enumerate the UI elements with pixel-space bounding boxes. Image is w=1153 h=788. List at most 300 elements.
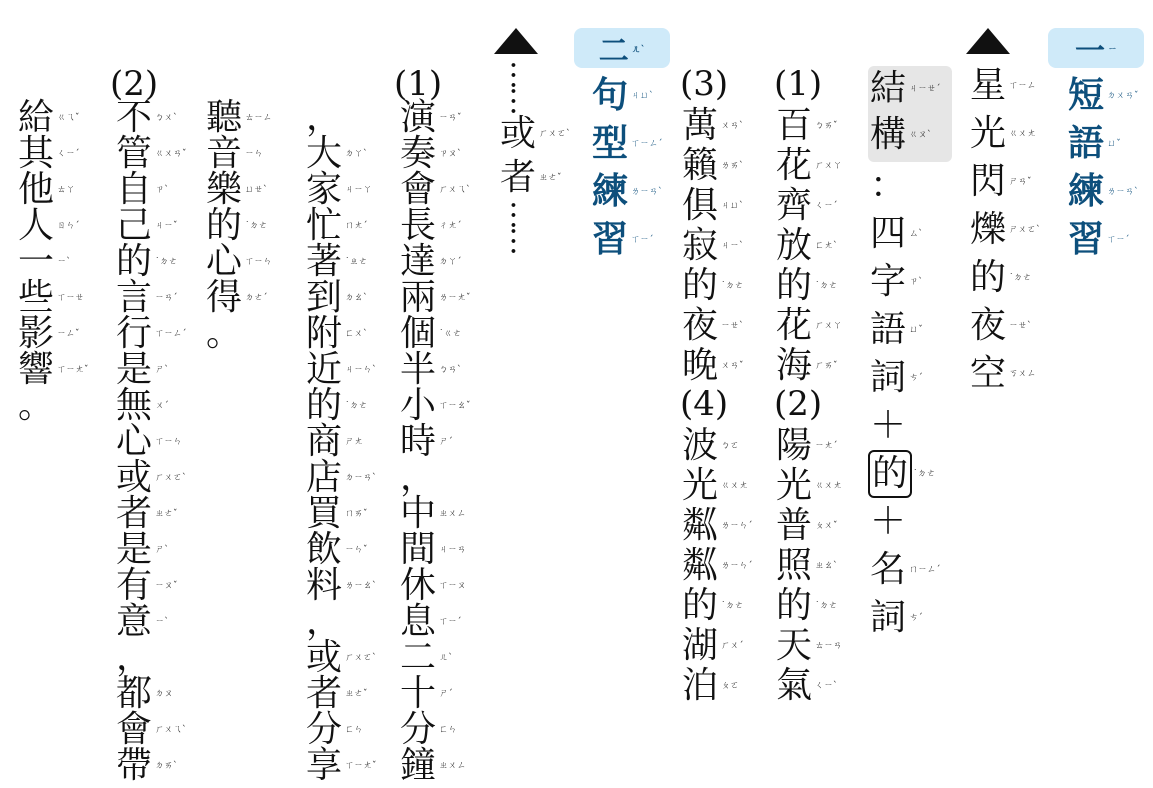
- item-1-number: (1): [774, 64, 823, 104]
- character: 或: [115, 457, 152, 498]
- zhuyin: ㄘˊ: [909, 373, 923, 383]
- character: 。: [17, 385, 54, 426]
- char-cell: [304, 637, 377, 678]
- zhuyin: ㄒㄧㄥˊ: [155, 329, 187, 339]
- zhuyin: ㄒㄧㄣ: [155, 437, 183, 447]
- zhuyin: ㄉㄚˋ: [345, 149, 368, 159]
- character: 十: [399, 673, 436, 714]
- character: 句: [591, 75, 628, 116]
- pattern-dots-1: ……: [504, 60, 539, 112]
- zhuyin: ㄔㄤˊ: [439, 221, 462, 231]
- char-cell: [774, 105, 838, 146]
- character: 買: [305, 493, 342, 534]
- character: 普: [775, 505, 812, 546]
- zhuyin: ㄒㄧㄥˊ: [631, 139, 663, 149]
- example-1-number: (1): [394, 64, 443, 104]
- zhuyin: ㄌㄧㄣˊ: [721, 561, 753, 571]
- character: 光: [775, 465, 812, 506]
- character: 大: [305, 133, 342, 174]
- zhuyin: ㄧㄣ: [245, 149, 264, 159]
- char-cell: [114, 493, 178, 534]
- character: 型: [591, 123, 628, 164]
- zhuyin: ㄑㄧˋ: [815, 681, 838, 691]
- char-cell: [304, 385, 368, 426]
- character: 店: [305, 457, 342, 498]
- character: 樂: [205, 169, 242, 210]
- char-cell: [968, 62, 1037, 110]
- zhuyin: ㄒㄧㄣ: [245, 257, 273, 267]
- character: 己: [115, 205, 152, 246]
- char-cell: [868, 546, 948, 594]
- sentence-pattern: [498, 60, 571, 252]
- character: 無: [115, 385, 152, 426]
- character: 。: [205, 313, 242, 354]
- character: 四: [869, 213, 906, 254]
- zhuyin: ㄏㄨㄟˋ: [439, 185, 471, 195]
- char-cell: [868, 210, 948, 258]
- zhuyin: ㄙˋ: [909, 229, 923, 239]
- character: 音: [205, 133, 242, 174]
- char-cell: [1066, 168, 1139, 216]
- structure-formula: [868, 66, 948, 642]
- char-cell: [16, 133, 80, 174]
- character: 商: [305, 421, 342, 462]
- character: 有: [115, 565, 152, 606]
- zhuyin: ㄕˋ: [155, 365, 169, 375]
- zhuyin: ㄇㄤˊ: [345, 221, 368, 231]
- zhuyin: ㄐㄩˋ: [721, 201, 744, 211]
- zhuyin: ㄧˋ: [57, 257, 71, 267]
- character: 萬: [681, 105, 718, 146]
- char-cell: [398, 241, 462, 282]
- zhuyin: ㄇㄧㄥˊ: [909, 565, 941, 575]
- zhuyin: ㄒㄧㄤˇ: [345, 761, 377, 771]
- zhuyin: ˙ㄉㄜ: [721, 601, 744, 611]
- character: 的: [115, 241, 152, 282]
- char-cell: [590, 120, 663, 168]
- char-cell: [398, 529, 467, 570]
- char-cell: [114, 709, 187, 750]
- character: 個: [399, 313, 436, 354]
- zhuyin: ㄐㄩˋ: [631, 91, 654, 101]
- char-cell: [968, 206, 1041, 254]
- zhuyin: ㄨㄢˇ: [721, 361, 744, 371]
- char-cell: [114, 169, 169, 210]
- zhuyin: ㄓㄨㄥ: [439, 509, 467, 519]
- char-cell: [304, 133, 368, 174]
- zhuyin: ㄏㄨˊ: [721, 641, 744, 651]
- zhuyin: ㄓㄨㄥ: [439, 761, 467, 771]
- character: 附: [305, 313, 342, 354]
- zhuyin: ㄓㄠˋ: [815, 561, 838, 571]
- section-1-item-3: [680, 62, 744, 386]
- zhuyin: ㄒㄧㄠˇ: [439, 401, 471, 411]
- character: 家: [305, 169, 342, 210]
- char-cell: [680, 145, 744, 186]
- char-cell: [114, 745, 178, 786]
- char-cell: [304, 673, 368, 714]
- zhuyin: ㄧㄝˋ: [1009, 321, 1032, 331]
- zhuyin: ㄒㄧㄝ: [57, 293, 85, 303]
- character: 間: [399, 529, 436, 570]
- zhuyin: ㄉㄚˊ: [439, 257, 462, 267]
- zhuyin: ㄐㄧㄣˋ: [345, 365, 377, 375]
- char-cell: [398, 133, 462, 174]
- character: 或: [305, 637, 342, 678]
- zhuyin: ˙ㄍㄜ: [439, 329, 462, 339]
- zhuyin: ㄩㄝˋ: [245, 185, 268, 195]
- section-1-item-4: [680, 382, 753, 706]
- zhuyin: ㄒㄧˊ: [631, 235, 654, 245]
- char-cell: [114, 313, 187, 354]
- pattern-dots-2: ……: [504, 200, 539, 252]
- char-cell: [680, 305, 744, 346]
- section-1-example: [968, 62, 1041, 398]
- character: 帶: [115, 745, 152, 786]
- character: 二: [399, 637, 436, 678]
- char-cell: [968, 302, 1032, 350]
- character: 夜: [969, 305, 1006, 346]
- character: 管: [115, 133, 152, 174]
- section-1-item-2: [774, 382, 843, 706]
- section-2-number-zhuyin: ㄦˋ: [631, 44, 646, 55]
- char-cell: [680, 465, 749, 506]
- zhuyin: ㄅㄛ: [721, 441, 740, 451]
- zhuyin: ㄕˋ: [155, 545, 169, 555]
- char-cell: [398, 673, 453, 714]
- char-cell: [868, 594, 948, 642]
- section-1-title: [1066, 72, 1139, 264]
- character: 籟: [681, 145, 718, 186]
- zhuyin: ㄌㄧㄢˋ: [1107, 187, 1139, 197]
- char-cell: [868, 66, 941, 112]
- zhuyin: ㄌㄧㄣˊ: [721, 521, 753, 531]
- char-cell: [114, 457, 187, 498]
- zhuyin: ㄊㄧㄥ: [245, 113, 273, 123]
- character: 詞: [869, 357, 906, 398]
- zhuyin: ㄏㄨㄛˋ: [345, 653, 377, 663]
- zhuyin: ˙ㄉㄜ: [815, 281, 838, 291]
- zhuyin: ㄧㄥˇ: [57, 329, 80, 339]
- char-cell: [680, 625, 744, 666]
- zhuyin: ㄎㄨㄥ: [1009, 369, 1037, 379]
- zhuyin: ˙ㄉㄜ: [155, 257, 178, 267]
- char-cell: [304, 529, 368, 570]
- example-2-column-1: [114, 97, 187, 786]
- character: 語: [869, 309, 906, 350]
- char-cell: [680, 225, 744, 266]
- zhuyin: ㄨˊ: [155, 401, 169, 411]
- zhuyin: ㄗˋ: [909, 277, 923, 287]
- zhuyin: ㄖㄣˊ: [57, 221, 80, 231]
- character: 人: [17, 205, 54, 246]
- zhuyin: ㄦˋ: [439, 653, 453, 663]
- plus-sign-2: ＋: [869, 501, 906, 542]
- char-cell: [398, 277, 471, 318]
- char-cell: [774, 265, 838, 306]
- zhuyin: ㄒㄧˊ: [439, 617, 462, 627]
- character: 響: [17, 349, 54, 390]
- character: 名: [869, 549, 906, 590]
- char-cell: [680, 665, 740, 706]
- char-cell: [590, 72, 654, 120]
- zhuyin: ㄏㄨㄟˋ: [155, 725, 187, 735]
- character: 行: [115, 313, 152, 354]
- character: 習: [1067, 219, 1104, 260]
- zhuyin: ㄒㄧㄡ: [439, 581, 467, 591]
- character: 星: [969, 65, 1006, 106]
- character: ，: [305, 97, 342, 138]
- zhuyin: ㄑㄧˊ: [57, 149, 80, 159]
- example-2-column-2: [16, 97, 89, 426]
- character: 的: [305, 385, 342, 426]
- char-cell: [304, 601, 359, 642]
- character: 演: [399, 97, 436, 138]
- zhuyin: ㄐㄧㄝˊ: [909, 84, 941, 94]
- character: 的: [681, 585, 718, 626]
- zhuyin: ㄊㄧㄢ: [815, 641, 843, 651]
- example-1-column-1: [398, 97, 471, 786]
- character: ，: [305, 601, 342, 642]
- character: 兩: [399, 277, 436, 318]
- character: 的: [969, 257, 1006, 298]
- item-2-number: (2): [774, 384, 823, 424]
- zhuyin: ㄓㄜˇ: [539, 173, 562, 183]
- character: 半: [399, 349, 436, 390]
- character: 會: [115, 709, 152, 750]
- char-cell: [498, 112, 571, 156]
- character: 粼: [681, 545, 718, 586]
- char-cell: [398, 349, 462, 390]
- character: 的: [205, 205, 242, 246]
- character: 者: [305, 673, 342, 714]
- character: 放: [775, 225, 812, 266]
- character: 短: [1067, 75, 1104, 116]
- char-cell: [204, 205, 268, 246]
- zhuyin: ㄨㄢˋ: [721, 121, 744, 131]
- char-cell: [398, 601, 462, 642]
- de-zhuyin: ˙ㄉㄜ: [913, 469, 936, 479]
- zhuyin: ㄊㄚ: [57, 185, 76, 195]
- zhuyin: ㄓㄜˇ: [345, 689, 368, 699]
- zhuyin: ㄕˊ: [439, 689, 453, 699]
- zhuyin: ㄒㄧˊ: [1107, 235, 1130, 245]
- character: 一: [17, 241, 54, 282]
- zhuyin: ㄗˋ: [155, 185, 169, 195]
- character: 都: [115, 673, 152, 714]
- character: 粼: [681, 505, 718, 546]
- char-cell: [16, 97, 80, 138]
- section-1-badge: [1048, 28, 1144, 68]
- char-cell: [398, 457, 453, 498]
- zhuyin: ㄌㄧㄠˋ: [345, 581, 377, 591]
- char-cell: [680, 185, 744, 226]
- zhuyin: ㄈㄤˋ: [815, 241, 838, 251]
- character: 自: [115, 169, 152, 210]
- zhuyin: ㄌㄧㄢˋ: [631, 187, 663, 197]
- char-cell: [680, 585, 744, 626]
- char-cell: [1066, 120, 1121, 168]
- zhuyin: ㄐㄧㄚ: [345, 185, 373, 195]
- zhuyin: ㄓㄜˇ: [155, 509, 178, 519]
- char-cell: [304, 169, 373, 210]
- zhuyin: ㄈㄨˋ: [345, 329, 368, 339]
- zhuyin: ㄍㄡˋ: [909, 130, 932, 140]
- character: 聽: [205, 97, 242, 138]
- character: 長: [399, 205, 436, 246]
- character: 空: [969, 353, 1006, 394]
- char-cell: [304, 313, 368, 354]
- char-cell: [680, 265, 744, 306]
- zhuyin: ㄈㄣ: [345, 725, 364, 735]
- character: 小: [399, 385, 436, 426]
- char-cell: [398, 637, 453, 678]
- zhuyin: ˙ㄉㄜ: [245, 221, 268, 231]
- zhuyin: ㄏㄞˇ: [815, 361, 838, 371]
- zhuyin: ㄉㄡ: [155, 689, 174, 699]
- triangle-marker-icon: [966, 28, 1010, 54]
- char-cell: [304, 745, 377, 786]
- character: 海: [775, 345, 812, 386]
- section-2-number: 二: [598, 34, 629, 69]
- section-1-number: 一: [1074, 34, 1105, 69]
- character: 息: [399, 601, 436, 642]
- char-cell: [114, 529, 169, 570]
- character: 的: [681, 265, 718, 306]
- char-cell: [204, 133, 264, 174]
- zhuyin: ㄉㄞˋ: [155, 761, 178, 771]
- character: 其: [17, 133, 54, 174]
- char-cell: [680, 545, 753, 586]
- zhuyin: ㄍㄨㄤ: [1009, 129, 1037, 139]
- char-cell: [680, 425, 740, 466]
- structure-label: [868, 66, 952, 162]
- zhuyin: ㄘˊ: [909, 613, 923, 623]
- zhuyin: ㄏㄨㄛˋ: [155, 473, 187, 483]
- character: 飲: [305, 529, 342, 570]
- char-cell: [16, 313, 80, 354]
- zhuyin: ㄧㄢˊ: [155, 293, 178, 303]
- character: 俱: [681, 185, 718, 226]
- zhuyin: ㄅㄨˋ: [155, 113, 178, 123]
- char-cell: [304, 277, 368, 318]
- char-cell: [16, 385, 71, 426]
- character: 會: [399, 169, 436, 210]
- char-cell: [16, 241, 71, 282]
- zhuyin: ㄧㄢˇ: [439, 113, 462, 123]
- character: 是: [115, 349, 152, 390]
- character: 影: [17, 313, 54, 354]
- zhuyin: ㄍㄨㄢˇ: [155, 149, 187, 159]
- section-1-item-1: [774, 62, 843, 386]
- character: 心: [205, 241, 242, 282]
- character: 詞: [869, 597, 906, 638]
- example-1-column-3: [204, 97, 273, 354]
- example-2-number: (2): [110, 64, 159, 104]
- character: 夜: [681, 305, 718, 346]
- zhuyin: ㄏㄨㄚ: [815, 321, 843, 331]
- character: 閃: [969, 161, 1006, 202]
- zhuyin: ㄒㄧㄥ: [1009, 81, 1037, 91]
- zhuyin: ㄧㄝˋ: [721, 321, 744, 331]
- zhuyin: ˙ㄉㄜ: [721, 281, 744, 291]
- character: 者: [499, 157, 536, 198]
- character: ，: [115, 637, 152, 678]
- zhuyin: ㄕㄢˇ: [1009, 177, 1032, 187]
- character: 字: [869, 261, 906, 302]
- character: 光: [969, 113, 1006, 154]
- char-cell: [16, 277, 85, 318]
- character: 或: [499, 113, 536, 154]
- char-cell: [304, 241, 368, 282]
- character: 分: [399, 709, 436, 750]
- char-cell: [114, 565, 178, 606]
- zhuyin: ˙ㄉㄜ: [345, 401, 368, 411]
- character: 的: [775, 265, 812, 306]
- character: 享: [305, 745, 342, 786]
- character: 近: [305, 349, 342, 390]
- character: 忙: [305, 205, 342, 246]
- zhuyin: ㄕㄤ: [345, 437, 364, 447]
- zhuyin: ㄍㄨㄤ: [721, 481, 749, 491]
- zhuyin: ㄧㄡˇ: [155, 581, 178, 591]
- zhuyin: ㄏㄨㄚ: [815, 161, 843, 171]
- char-cell: [16, 349, 89, 390]
- char-cell: [774, 185, 838, 226]
- zhuyin: ㄉㄜˊ: [245, 293, 268, 303]
- character: 得: [205, 277, 242, 318]
- structure-four-char-idiom: [868, 210, 948, 402]
- character: 中: [399, 493, 436, 534]
- char-cell: [398, 97, 462, 138]
- char-cell: [774, 585, 838, 626]
- character: 些: [17, 277, 54, 318]
- zhuyin: ㄏㄨㄛˋ: [539, 129, 571, 139]
- zhuyin: ㄧㄣˇ: [345, 545, 368, 555]
- zhuyin: ㄕˊ: [439, 437, 453, 447]
- zhuyin: ㄒㄧㄤˇ: [57, 365, 89, 375]
- zhuyin: ㄉㄨㄢˇ: [1107, 91, 1139, 101]
- char-cell: [204, 241, 273, 282]
- character: 時: [399, 421, 436, 462]
- char-cell: [398, 205, 462, 246]
- char-cell: [114, 205, 178, 246]
- zhuyin: ㄑㄧˊ: [815, 201, 838, 211]
- zhuyin: ㄉㄧㄢˋ: [345, 473, 377, 483]
- character: 花: [775, 305, 812, 346]
- zhuyin: ㄅㄞˇ: [815, 121, 838, 131]
- char-cell: [114, 421, 183, 462]
- zhuyin: ㄍㄟˇ: [57, 113, 80, 123]
- character: 習: [591, 219, 628, 260]
- example-1-column-2: [304, 97, 377, 786]
- char-cell: [204, 277, 268, 318]
- zhuyin: ㄍㄨㄤ: [815, 481, 843, 491]
- char-cell: [304, 457, 377, 498]
- character: 達: [399, 241, 436, 282]
- character: 氣: [775, 665, 812, 706]
- char-cell: [114, 133, 187, 174]
- character: 他: [17, 169, 54, 210]
- zhuyin: ㄗㄡˋ: [439, 149, 462, 159]
- char-cell: [868, 306, 948, 354]
- char-cell: [774, 345, 838, 386]
- char-cell: [774, 225, 838, 266]
- character: 天: [775, 625, 812, 666]
- char-cell: [398, 493, 467, 534]
- char-cell: [680, 505, 753, 546]
- char-cell: [868, 354, 948, 402]
